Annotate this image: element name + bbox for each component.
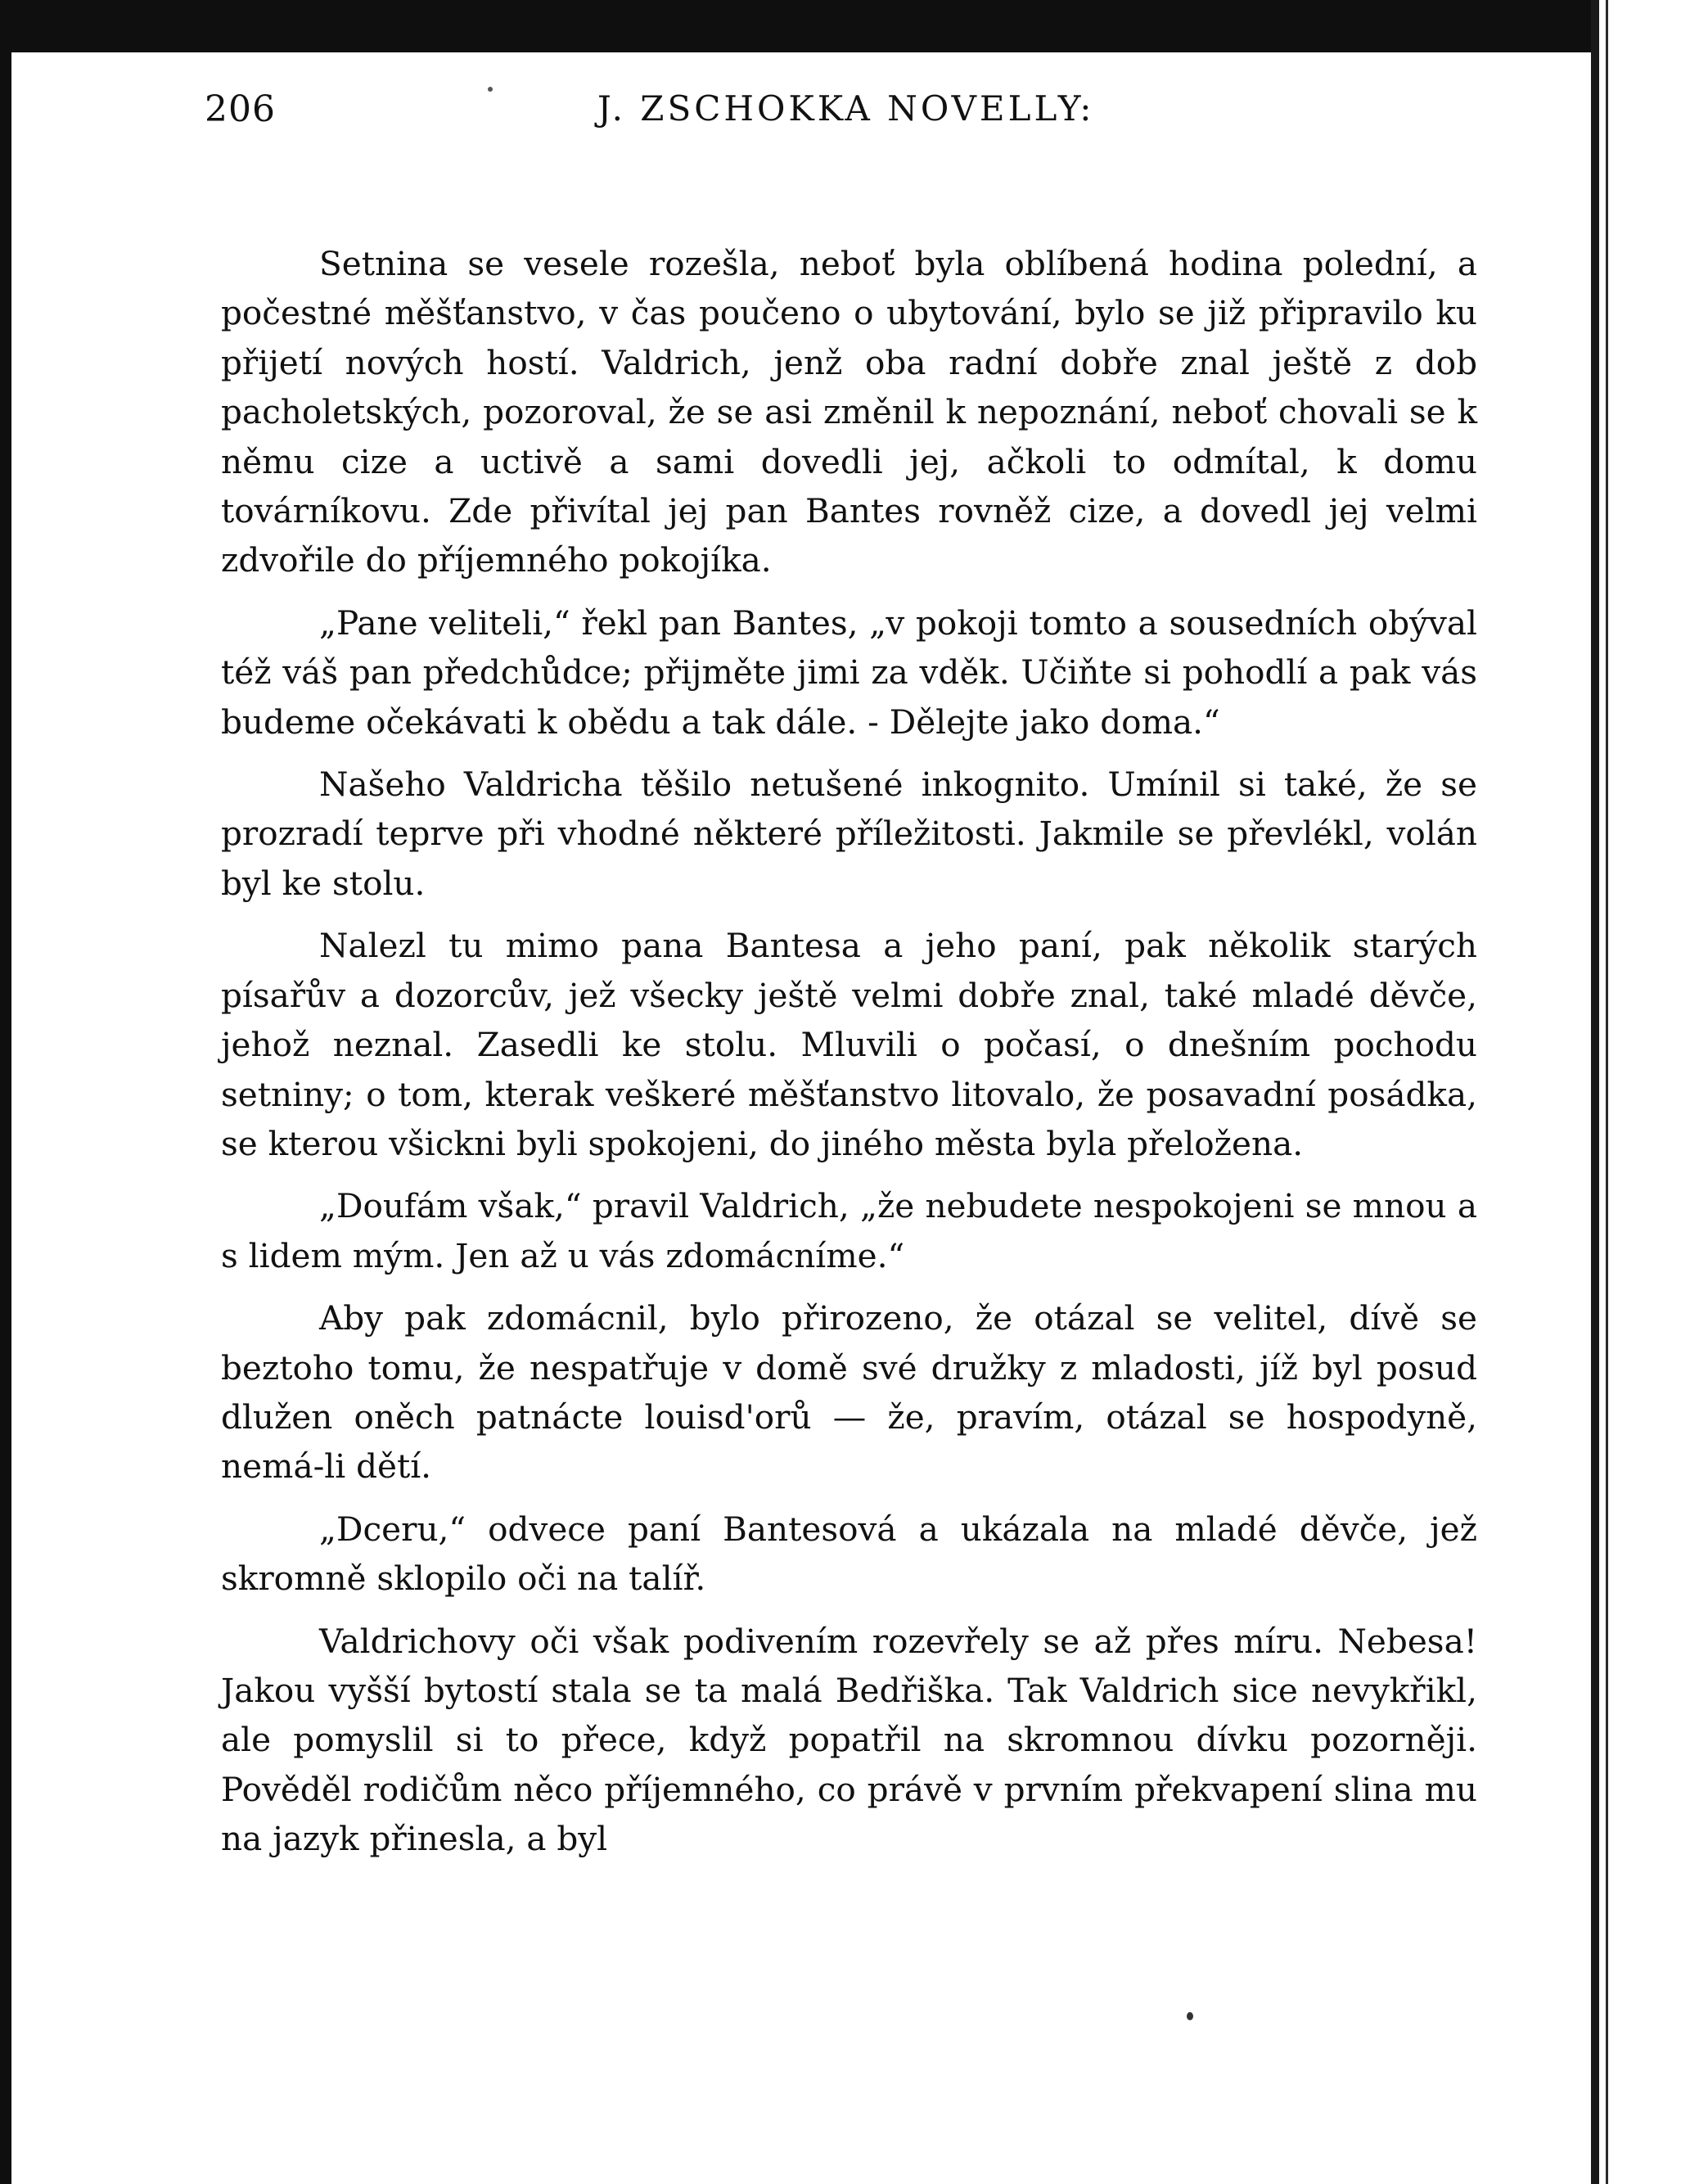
scan-margin-right — [1598, 0, 1681, 2184]
scan-border-left — [0, 0, 11, 2184]
page-header — [205, 88, 1481, 154]
paragraph: Nalezl tu mimo pana Bantesa a jeho paní, pak několik starých písařův a dozorcův, jež všecky ještě velmi dobře znal, také mladé děvče, jehož neznal. Zasedli ke stolu. Mluvili o počasí, o dnešním pochodu setniny; o tom, kterak veškeré měšťanstvo litovalo, že posavadní posádka, se kterou všickni byli spokojeni, do jiného města byla přeložena. — [221, 926, 1477, 1163]
scan-border-top — [0, 0, 1681, 52]
paragraph: Setnina se vesele rozešla, neboť byla oblíbená hodina polední, a počestné měšťanstvo, v čas poučeno o ubytování, bylo se již připravilo ku přijetí nových hostí. Valdrich, jenž oba radní dobře znal ještě z dob pacholetských, pozoroval, že se asi změnil k nepoznání, neboť chovali se k němu cize a uctivě a sami dovedli jej, ačkoli to odmítal, k domu továrníkovu. Zde přivítal jej pan Bantes rovněž cize, a dovedl jej velmi zdvořile do příjemného pokojíka. — [221, 244, 1477, 580]
scan-border-right — [1591, 0, 1599, 2184]
ink-speck — [1187, 2012, 1193, 2020]
page-number: 206 — [205, 88, 276, 130]
paragraph: „Doufám však,“ pravil Valdrich, „že nebudete nespokojeni se mnou a s lidem mým. Jen až u vás zdomácníme.“ — [221, 1186, 1477, 1275]
paragraph: Našeho Valdricha těšilo netušené inkognito. Umínil si také, že se prozradí teprve při vhodné některé příležitosti. Jakmile se převlékl, volán byl ke stolu. — [221, 765, 1477, 903]
body-text — [221, 239, 1477, 1877]
running-head: J. ZSCHOKKA NOVELLY: — [597, 88, 1095, 129]
paragraph: „Dceru,“ odvece paní Bantesová a ukázala na mladé děvče, jež skromně sklopilo oči na talíř. — [221, 1509, 1477, 1599]
paragraph: Aby pak zdomácnil, bylo přirozeno, že otázal se velitel, dívě se beztoho tomu, že nespatřuje v domě své družky z mladosti, jíž byl posud dlužen oněch patnácte louisd'orů — že, pravím, otázal se hospodyně, nemá-li dětí. — [221, 1298, 1477, 1487]
scan-border-right-thin — [1606, 0, 1608, 2184]
paragraph: Valdrichovy oči však podivením rozevřely se až přes míru. Nebesa! Jakou vyšší bytostí stala se ta malá Bedřiška. Tak Valdrich sice nevykřikl, ale pomyslil si to přece, když popatřil na skromnou dívku pozorněji. Pověděl rodičům něco příjemného, co právě v prvním překvapení slina mu na jazyk přinesla, a byl — [221, 1621, 1477, 1859]
paragraph: „Pane veliteli,“ řekl pan Bantes, „v pokoji tomto a sousedních obýval též váš pan předchůdce; přijměte jimi za vděk. Učiňte si pohodlí a pak vás budeme očekávati k obědu a tak dále. - Dělejte jako doma.“ — [221, 602, 1477, 742]
